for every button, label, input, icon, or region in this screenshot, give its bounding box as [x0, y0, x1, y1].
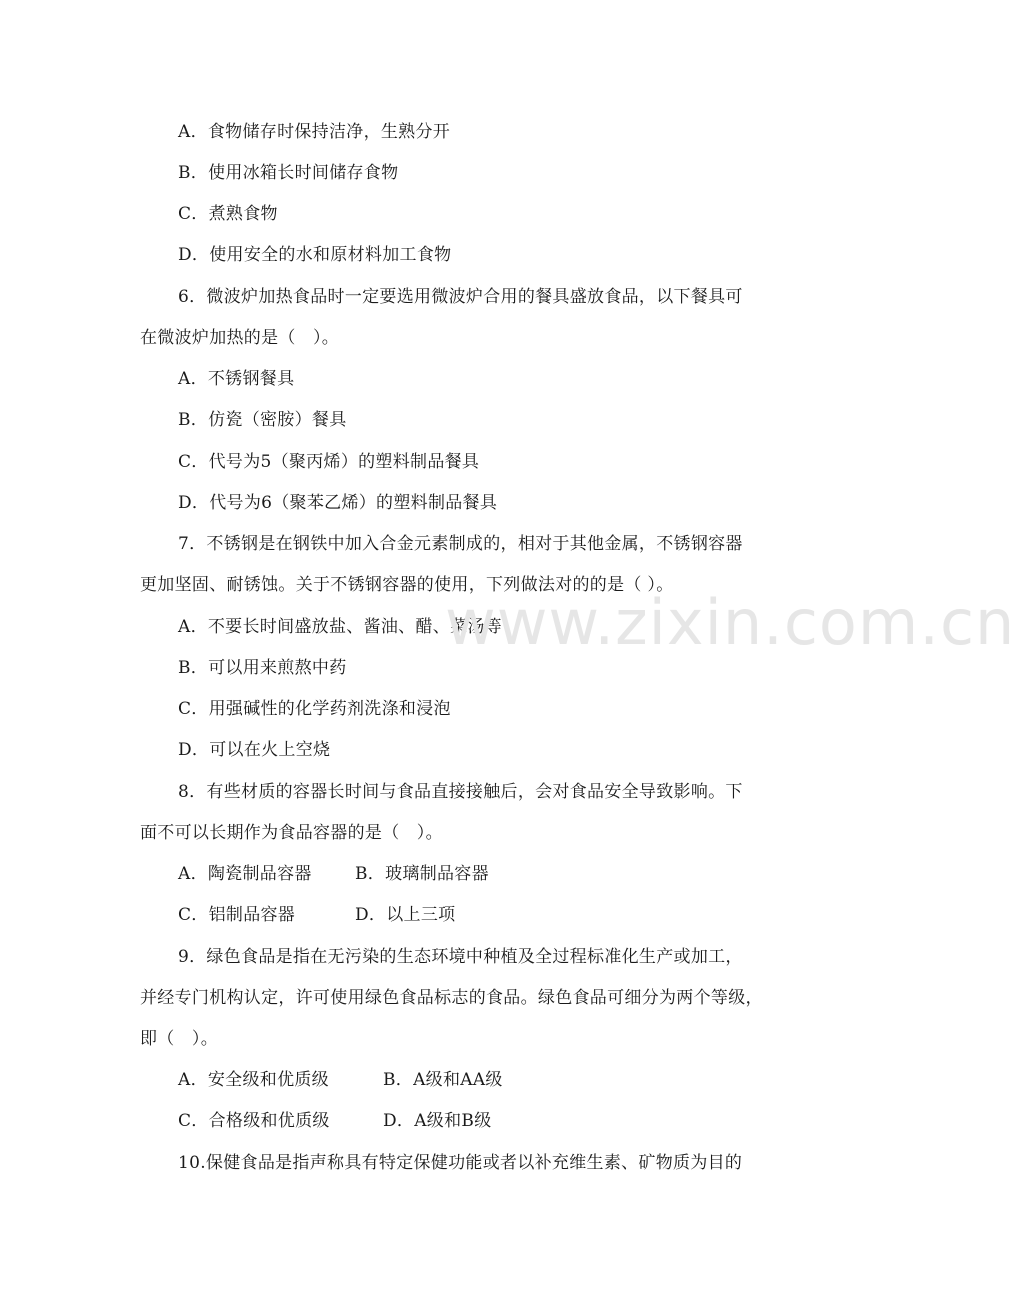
q6-option-d: D．代号为6（聚苯乙烯）的塑料制品餐具 — [178, 493, 498, 513]
question-9-line-1: 9．绿色食品是指在无污染的生态环境中种植及全过程标准化生产或加工， — [178, 947, 743, 967]
q9-option-d: D．A级和B级 — [383, 1111, 492, 1131]
question-6-line-2: 在微波炉加热的是（ ）。 — [140, 328, 340, 348]
q6-option-b: B．仿瓷（密胺）餐具 — [178, 410, 347, 430]
q8-option-b: B．玻璃制品容器 — [355, 864, 489, 884]
question-9-line-2: 并经专门机构认定，许可使用绿色食品标志的食品。绿色食品可细分为两个等级， — [140, 988, 763, 1008]
q6-option-a: A．不锈钢餐具 — [178, 369, 295, 389]
option-b-prev: B．使用冰箱长时间储存食物 — [178, 163, 399, 183]
watermark: www.zixin.com.cn — [445, 586, 1015, 659]
question-8-line-2: 面不可以长期作为食品容器的是（ ）。 — [140, 823, 443, 843]
q9-option-a: A．安全级和优质级 — [178, 1070, 329, 1090]
option-c-prev: C．煮熟食物 — [178, 204, 278, 224]
q8-option-c: C．铝制品容器 — [178, 905, 296, 925]
option-a-prev: A．食物储存时保持洁净，生熟分开 — [178, 122, 451, 142]
q6-option-c: C．代号为5（聚丙烯）的塑料制品餐具 — [178, 452, 480, 472]
q7-option-d: D．可以在火上空烧 — [178, 740, 331, 760]
q9-option-c: C．合格级和优质级 — [178, 1111, 330, 1131]
q7-option-b: B．可以用来煎熬中药 — [178, 658, 347, 678]
question-7-line-2: 更加坚固、耐锈蚀。关于不锈钢容器的使用，下列做法对的的是（ ）。 — [140, 575, 674, 595]
option-d-prev: D．使用安全的水和原材料加工食物 — [178, 245, 452, 265]
q9-option-b: B．A级和AA级 — [383, 1070, 503, 1090]
q7-option-a: A．不要长时间盛放盐、酱油、醋、菜汤等 — [178, 617, 502, 637]
question-10-line-1: 10.保健食品是指声称具有特定保健功能或者以补充维生素、矿物质为目的 — [178, 1153, 743, 1173]
q8-option-d: D．以上三项 — [355, 905, 456, 925]
q8-option-a: A．陶瓷制品容器 — [178, 864, 312, 884]
question-7-line-1: 7．不锈钢是在钢铁中加入合金元素制成的，相对于其他金属，不锈钢容器 — [178, 534, 743, 554]
question-8-line-1: 8．有些材质的容器长时间与食品直接接触后，会对食品安全导致影响。下 — [178, 782, 743, 802]
question-9-line-3: 即（ ）。 — [140, 1029, 218, 1049]
q7-option-c: C．用强碱性的化学药剂洗涤和浸泡 — [178, 699, 451, 719]
question-6-line-1: 6．微波炉加热食品时一定要选用微波炉合用的餐具盛放食品，以下餐具可 — [178, 287, 743, 307]
